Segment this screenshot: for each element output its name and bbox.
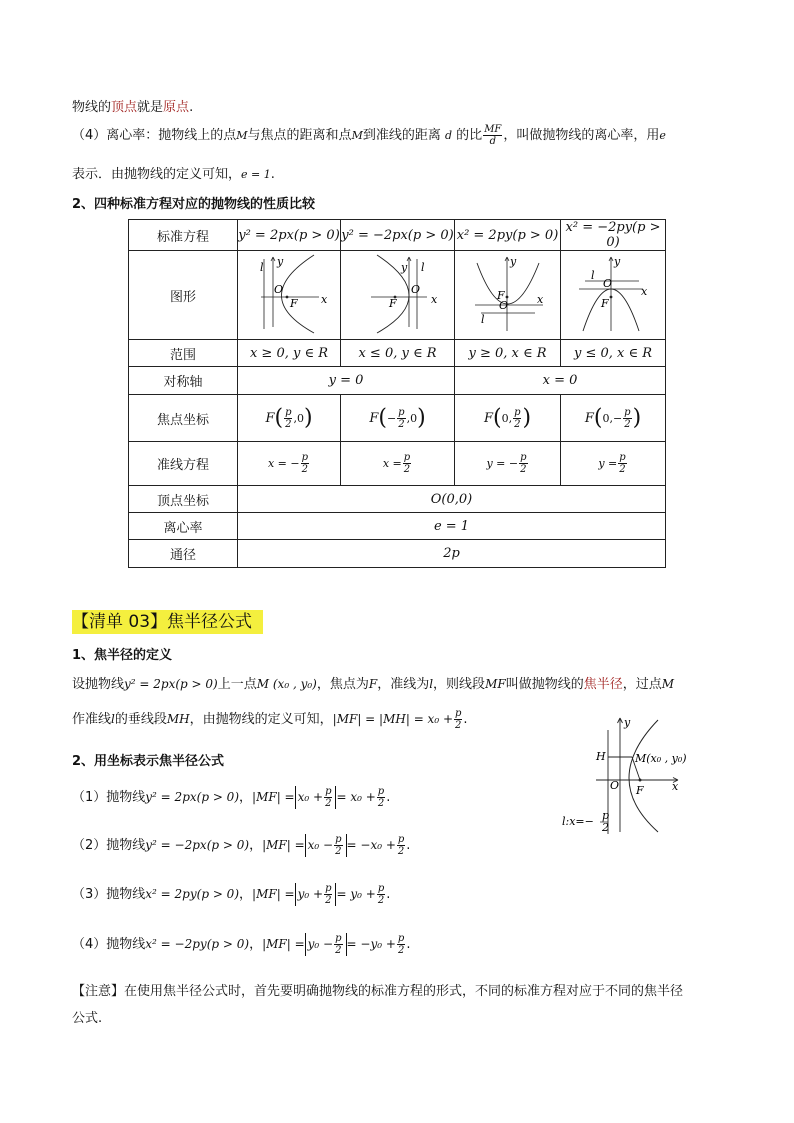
coord: 0 — [501, 411, 509, 425]
formula-label: （2）抛物线 — [72, 838, 146, 853]
frac-den: 2 — [514, 418, 521, 430]
highlight-focal-radius: 焦半径 — [583, 677, 623, 692]
fig-label-H: H — [596, 750, 606, 763]
math-M: M — [351, 129, 363, 142]
label-y: y — [614, 255, 621, 268]
focal-radius-figure — [560, 712, 690, 836]
formula-mf: |MF| = — [252, 887, 295, 901]
fig-label-x: x — [672, 780, 679, 793]
directrix-cell — [341, 442, 455, 486]
header-cell: 标准方程 — [129, 220, 238, 251]
frac-num: p — [397, 933, 405, 944]
label-x: x — [641, 285, 648, 298]
directrix-lhs: y = — [598, 457, 618, 470]
label-o: O — [498, 299, 508, 312]
header-cell: x² = 2py(p > 0) — [455, 220, 561, 251]
ecc-period: . — [270, 167, 275, 182]
frac-num: p — [514, 406, 521, 418]
fig-l-num: p — [602, 809, 610, 822]
focal-def-line-2 — [72, 708, 468, 731]
segment-MF: MF — [485, 677, 506, 691]
ecc-text: ，叫做抛物线的离心率，用 — [503, 128, 660, 143]
frac-den: 2 — [335, 945, 342, 956]
directrix-lhs: y = − — [486, 457, 519, 470]
def-text: 设抛物线 — [72, 677, 125, 692]
formula-eq: y² = −2px(p > 0) — [145, 838, 250, 852]
range-cell: y ≤ 0, x ∈ R — [561, 340, 666, 367]
p-over-2 — [618, 452, 626, 475]
note-line-1: 【注意】在使用焦半径公式时，首先要明确抛物线的标准方程的形式，不同的标准方程对应于不同的焦半径 — [72, 984, 684, 999]
focus-cell: F(0, $\frac{p}{2}$ ) — [455, 395, 561, 442]
frac-num: p — [624, 406, 631, 418]
focal-def-line-1 — [72, 673, 674, 692]
def-text: ，由抛物线的定义可知， — [189, 712, 333, 727]
p-over-2 — [334, 834, 342, 857]
frac-num: MF — [484, 124, 502, 135]
frac-num: p — [377, 883, 385, 894]
graph-cell — [455, 251, 561, 340]
paren: ( — [492, 405, 502, 430]
intro-text: 物线的 — [72, 100, 112, 115]
coord: 0 — [296, 411, 304, 425]
formula-eq: x² = 2py(p > 0) — [145, 887, 240, 901]
frac-num: p — [325, 786, 332, 797]
directrix-cell — [455, 442, 561, 486]
row-label: 顶点坐标 — [129, 486, 238, 513]
section-2-title: 2、四种标准方程对应的抛物线的性质比较 — [72, 197, 316, 212]
frac-den: 2 — [377, 798, 385, 809]
frac-den: d — [489, 136, 496, 147]
banner-text: 【清单 03】焦半径公式 — [72, 612, 253, 632]
paren: ) — [417, 405, 426, 430]
coord: 0 — [602, 411, 610, 425]
formula-4: （4）抛物线x² = −2py(p > 0)，|MF| = y₀ − $\frac{p}{2}$ = −y₀ + $\frac{p}{2}$ . — [72, 933, 411, 956]
label-f: F — [601, 297, 609, 310]
coord: 0 — [410, 411, 418, 425]
range-cell: x ≥ 0, y ∈ R — [238, 340, 341, 367]
eccentricity-line-1 — [72, 124, 666, 147]
parabola-right-graph — [239, 251, 339, 335]
frac-num: p — [325, 883, 332, 894]
label-x: x — [536, 293, 543, 306]
formula-label: （3）抛物线 — [72, 887, 146, 902]
intro-text-mid: 就是 — [137, 100, 164, 115]
row-label: 范围 — [129, 340, 238, 367]
eccentricity-cell: e = 1 — [238, 513, 666, 540]
formula-eq: x² = −2py(p > 0) — [145, 937, 250, 951]
math-d: d — [444, 129, 453, 142]
def-text: 的垂线段 — [114, 712, 167, 727]
row-label: 图形 — [129, 251, 238, 340]
table-row — [129, 220, 666, 251]
fig-label-l: l:x=− — [562, 815, 594, 828]
parabola-down-graph — [563, 251, 663, 335]
frac-num: p — [403, 452, 411, 463]
label-y: y — [509, 255, 516, 268]
frac-den: 2 — [285, 418, 292, 430]
comparison-table — [128, 219, 666, 568]
paren: ( — [593, 405, 603, 430]
sign: − — [386, 411, 397, 425]
segment-MH: MH — [166, 712, 190, 726]
p-over-2 — [397, 834, 405, 857]
directrix-lhs: x = − — [267, 457, 300, 470]
paren: ( — [274, 405, 284, 430]
p-over-2 — [324, 883, 332, 906]
def-text: 作准线 — [72, 712, 112, 727]
label-f: F — [388, 297, 397, 310]
abs-inner: x₀ − — [307, 838, 334, 852]
line-l: l — [429, 677, 434, 691]
intro-period: . — [189, 100, 194, 115]
p-over-2 — [397, 933, 405, 956]
def-text: 上一点 — [217, 677, 257, 692]
p-over-2 — [334, 933, 342, 956]
frac-num: p — [335, 834, 342, 845]
focus-F: F — [368, 677, 378, 691]
p-over-2 — [403, 452, 411, 475]
frac-num: p — [520, 452, 527, 463]
frac-num: p — [285, 406, 292, 418]
ecc-text: 与焦点的距离和点 — [247, 128, 352, 143]
label-l: l — [480, 313, 485, 326]
ecc-text: 的比 — [456, 128, 483, 143]
def-text: ，过点 — [622, 677, 662, 692]
frac-den: 2 — [325, 895, 332, 906]
fig-label-O: O — [610, 779, 620, 792]
formula-label: （1）抛物线 — [72, 790, 146, 805]
fig-label-M: M(x₀ , y₀) — [635, 752, 687, 765]
label-l: l — [591, 269, 595, 282]
label-o: O — [603, 277, 613, 290]
fig-l-den: 2 — [602, 821, 609, 834]
frac-den: 2 — [520, 464, 527, 475]
frac-den: 2 — [398, 418, 405, 430]
vertex-cell: O(0,0) — [238, 486, 666, 513]
formula-1: （1）抛物线y² = 2px(p > 0)，|MF| = x₀ + $\frac{p}{2}$ = x₀ + $\frac{p}{2}$ . — [72, 786, 391, 809]
paren: ) — [522, 405, 532, 430]
table-row — [129, 340, 666, 367]
frac-num: p — [335, 933, 342, 944]
formula-result: = y₀ + — [336, 887, 376, 901]
focus-F: F — [369, 410, 379, 426]
graph-cell — [561, 251, 666, 340]
focus-cell: F(0,− $\frac{p}{2}$ ) — [561, 395, 666, 442]
highlight-vertex: 顶点 — [111, 100, 138, 115]
focus-F: F — [265, 410, 275, 426]
table-row — [129, 513, 666, 540]
note-line-2: 公式. — [72, 1011, 103, 1026]
math-M: M — [236, 129, 248, 142]
focus-cell: F(− $\frac{p}{2}$ ,0) — [341, 395, 455, 442]
directrix-cell — [238, 442, 341, 486]
frac-den: 2 — [624, 418, 631, 430]
row-label: 焦点坐标 — [129, 395, 238, 442]
label-x: x — [321, 293, 328, 306]
formula-label: （4）抛物线 — [72, 937, 146, 952]
paren: ) — [632, 405, 642, 430]
fig-label-F: F — [636, 784, 644, 797]
p-over-2 — [377, 883, 385, 906]
row-label: 对称轴 — [129, 367, 238, 395]
label-y: y — [400, 261, 407, 274]
point-M: M — [661, 677, 675, 691]
focus-F: F — [584, 410, 594, 426]
math-e-eq: e = 1 — [241, 168, 271, 181]
def-text: ，焦点为 — [316, 677, 369, 692]
fig-label-y: y — [624, 716, 631, 729]
ecc-text: 表示．由抛物线的定义可知， — [72, 167, 242, 182]
formula-mf: |MF| = — [252, 790, 295, 804]
frac-num: p — [455, 708, 462, 719]
focus-F: F — [483, 410, 493, 426]
eccentricity-line-2 — [72, 163, 275, 182]
focus-cell: F( $\frac{p}{2}$ ,0) — [238, 395, 341, 442]
p-over-2 — [397, 407, 405, 430]
ecc-text: 到准线的距离 — [362, 128, 441, 143]
row-label: 离心率 — [129, 513, 238, 540]
abs-inner: y₀ − — [307, 937, 334, 951]
table-row — [129, 486, 666, 513]
def-text: 叫做抛物线的 — [505, 677, 584, 692]
frac-den: 2 — [397, 945, 405, 956]
label-l: l — [260, 261, 264, 274]
mf-over-d-fraction — [483, 124, 502, 147]
p-over-2 — [284, 407, 292, 430]
table-row — [129, 251, 666, 340]
p-over-2 — [454, 708, 462, 731]
range-cell: y ≥ 0, x ∈ R — [455, 340, 561, 367]
label-l: l — [420, 261, 425, 274]
p-over-2 — [301, 452, 309, 475]
label-y: y — [277, 255, 284, 268]
p-over-2 — [623, 407, 631, 430]
p-over-2 — [519, 452, 527, 475]
highlight-origin: 原点 — [163, 100, 190, 115]
p-over-2 — [513, 407, 521, 430]
frac-den: 2 — [397, 846, 405, 857]
frac-num: p — [377, 786, 385, 797]
graph-cell — [341, 251, 455, 340]
paren: ) — [303, 405, 313, 430]
focal-equation: |MF| = |MH| = x₀ + — [332, 712, 454, 726]
axis-cell: y = 0 — [238, 367, 455, 395]
ecc-text: （4）离心率：抛物线上的点 — [72, 128, 237, 143]
sign: − — [612, 411, 623, 425]
abs-inner: x₀ + — [297, 790, 324, 804]
frac-num: p — [398, 406, 405, 418]
table-row — [129, 367, 666, 395]
table-row — [129, 540, 666, 568]
formula-result: = x₀ + — [336, 790, 376, 804]
def-equation: y² = 2px(p > 0) — [124, 677, 218, 691]
formula-mf: |MF| = — [262, 838, 305, 852]
range-cell: x ≤ 0, y ∈ R — [341, 340, 455, 367]
label-x: x — [430, 293, 437, 306]
frac-den: 2 — [325, 798, 332, 809]
frac-den: 2 — [619, 464, 626, 475]
row-label: 通径 — [129, 540, 238, 568]
paren: ( — [378, 405, 387, 430]
label-f: F — [290, 297, 298, 310]
period: . — [463, 712, 468, 727]
parabola-left-graph — [343, 251, 453, 335]
header-cell: y² = 2px(p > 0) — [238, 220, 341, 251]
formula-result: = −y₀ + — [346, 937, 396, 951]
latus-cell: 2p — [238, 540, 666, 568]
table-row — [129, 395, 666, 442]
graph-cell — [238, 251, 341, 340]
formula-3: （3）抛物线x² = 2py(p > 0)，|MF| = y₀ + $\frac{p}{2}$ = y₀ + $\frac{p}{2}$ . — [72, 883, 391, 906]
intro-line — [72, 96, 193, 115]
row-label: 准线方程 — [129, 442, 238, 486]
frac-den: 2 — [335, 846, 342, 857]
directrix-lhs: x = — [382, 457, 402, 470]
frac-num: p — [397, 834, 405, 845]
parabola-up-graph — [457, 251, 559, 335]
focal-def-title: 1、焦半径的定义 — [72, 648, 173, 663]
formula-mf: |MF| = — [262, 937, 305, 951]
frac-den: 2 — [403, 464, 411, 475]
frac-den: 2 — [301, 464, 308, 475]
formula-eq: y² = 2px(p > 0) — [145, 790, 240, 804]
label-o: O — [274, 283, 284, 296]
abs-inner: y₀ + — [297, 887, 324, 901]
directrix-cell — [561, 442, 666, 486]
def-text: ，准线为 — [377, 677, 430, 692]
frac-den: 2 — [455, 720, 462, 731]
p-over-2 — [324, 786, 332, 809]
header-cell: y² = −2px(p > 0) — [341, 220, 455, 251]
focal-coord-title: 2、用坐标表示焦半径公式 — [72, 754, 225, 769]
formula-result: = −x₀ + — [346, 838, 396, 852]
frac-num: p — [619, 452, 626, 463]
axis-cell: x = 0 — [455, 367, 666, 395]
frac-num: p — [301, 452, 309, 463]
math-e: e — [659, 129, 666, 142]
def-text: ，则线段 — [433, 677, 486, 692]
point-M: M (x₀ , y₀) — [256, 677, 317, 691]
label-f: F — [496, 289, 505, 302]
label-o: O — [410, 283, 420, 296]
formula-2: （2）抛物线y² = −2px(p > 0)，|MF| = x₀ − $\frac{p}{2}$ = −x₀ + $\frac{p}{2}$ . — [72, 834, 411, 857]
frac-den: 2 — [377, 895, 385, 906]
p-over-2 — [377, 786, 385, 809]
header-cell: x² = −2py(p > 0) — [561, 220, 666, 251]
table-row — [129, 442, 666, 486]
section-banner — [72, 610, 263, 634]
line-l: l — [111, 712, 115, 726]
